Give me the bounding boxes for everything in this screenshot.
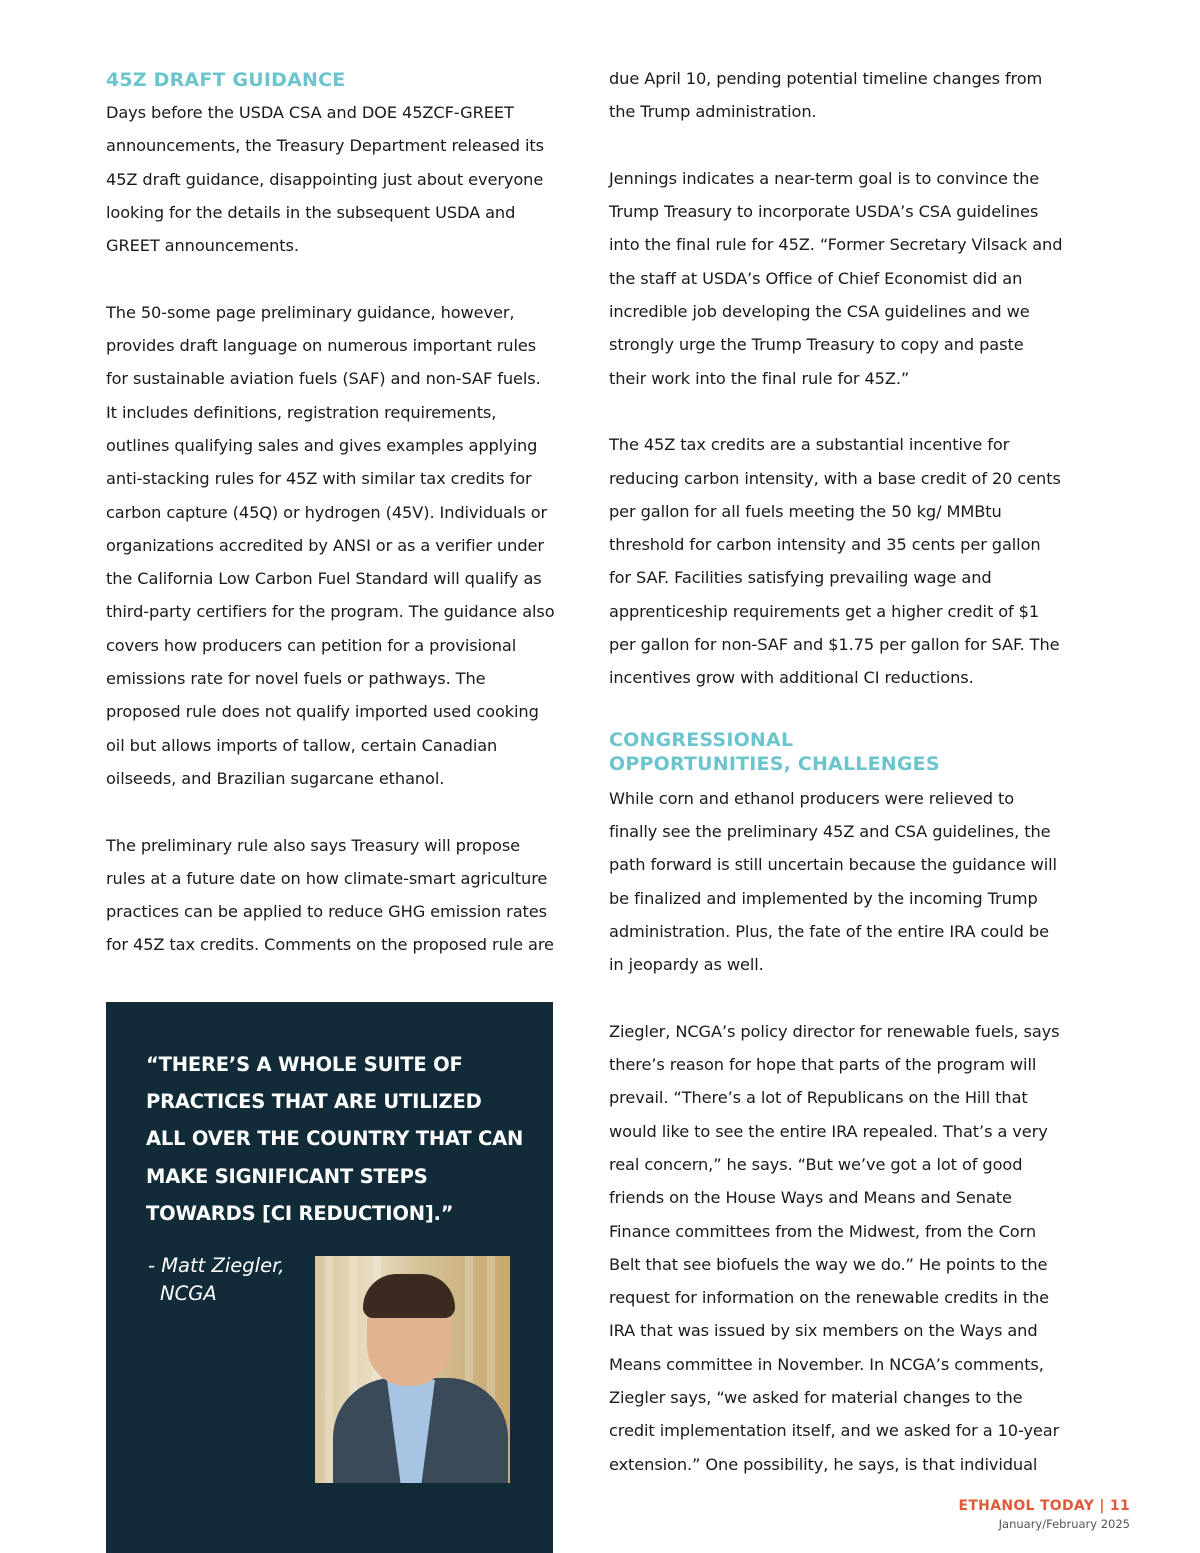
body-paragraph: due April 10, pending potential timeline changes from the Trump administration. [609,69,1043,122]
pull-quote-attribution [148,1252,308,1308]
footer-publication-page: ETHANOL TODAY | 11 [958,1498,1130,1514]
body-paragraph: While corn and ethanol producers were relieved to finally see the preliminary 45Z and CSA guidelines, the path forward is still uncertain because the guidance will be finalized and implemented by the incoming Trump administration. Plus, the fate of the entire IRA could be in jeopardy as well. [609,788,1057,975]
footer-issue-date: January/February 2025 [998,1517,1130,1531]
pull-quote-box [106,1002,553,1553]
body-paragraph: Days before the USDA CSA and DOE 45ZCF-GREET announcements, the Treasury Department released its 45Z draft guidance, disappointing just about everyone looking for the details in the subsequent USDA and GREET announcements. [106,103,544,256]
body-paragraph: The preliminary rule also says Treasury will propose rules at a future date on how climate-smart agriculture practices can be applied to reduce GHG emission rates for 45Z tax credits. Comments on the proposed rule are [106,835,554,955]
pull-quote-text: “THERE’S A WHOLE SUITE OF PRACTICES THAT ARE UTILIZED ALL OVER THE COUNTRY THAT CAN MAKE SIGNIFICANT STEPS TOWARDS [CI REDUCTION].” [146,1053,524,1225]
body-paragraph: The 45Z tax credits are a substantial incentive for reducing carbon intensity, with a base credit of 20 cents per gallon for all fuels meeting the 50 kg/ MMBtu threshold for carbon intensity and 35 cents per gallon for SAF. Facilities satisfying prevailing wage and apprenticeship requirements get a higher credit of $1 per gallon for non-SAF and $1.75 per gallon for SAF. The incentives grow with additional CI reductions. [609,435,1061,688]
portrait-photo [315,1256,510,1483]
body-paragraph: Ziegler, NCGA’s policy director for renewable fuels, says there’s reason for hope that parts of the program will prevail. “There’s a lot of Republicans on the Hill that would like to see the entire IRA repealed. That’s a very real concern,” he says. “But we’ve got a lot of good friends on the House Ways and Means and Senate Finance committees from the Midwest, from the Corn Belt that see biofuels the way we do.” He points to the request for information on the renewable credits in the IRA that was issued by six members on the Ways and Means committee in November. In NCGA’s comments, Ziegler says, “we asked for material changes to the credit implementation itself, and we asked for a 10-year extension.” One possibility, he says, is that individual [609,1021,1060,1474]
heading-line: CONGRESSIONAL [609,728,794,751]
body-paragraph: The 50-some page preliminary guidance, however, provides draft language on numerous important rules for sustainable aviation fuels (SAF) and non-SAF fuels. It includes definitions, registration requirements, outlines qualifying sales and gives examples applying anti-stacking rules for 45Z with similar tax credits for carbon capture (45Q) or hydrogen (45V). Individuals or organizations accredited by ANSI or as a verifier under the California Low Carbon Fuel Standard will qualify as third-party certifiers for the program. The guidance also covers how producers can petition for a provisional emissions rate for novel fuels or pathways. The proposed rule does not qualify imported used cooking oil but allows imports of tallow, certain Canadian oilseeds, and Brazilian sugarcane ethanol. [106,302,555,788]
body-paragraph: Jennings indicates a near-term goal is to convince the Trump Treasury to incorporate USDA’s CSA guidelines into the final rule for 45Z. “Former Secretary Vilsack and the staff at USDA’s Office of Chief Economist did an incredible job developing the CSA guidelines and we strongly urge the Trump Treasury to copy and paste their work into the final rule for 45Z.” [609,168,1063,388]
section-heading-congressional [609,728,1064,776]
attribution-name: - Matt Ziegler, [148,1254,285,1277]
left-column [106,62,556,962]
heading-line: OPPORTUNITIES, CHALLENGES [609,752,940,775]
section-heading-45z-draft-guidance: 45Z DRAFT GUIDANCE [106,69,346,91]
right-column [609,62,1064,1481]
attribution-org: NCGA [160,1282,217,1305]
